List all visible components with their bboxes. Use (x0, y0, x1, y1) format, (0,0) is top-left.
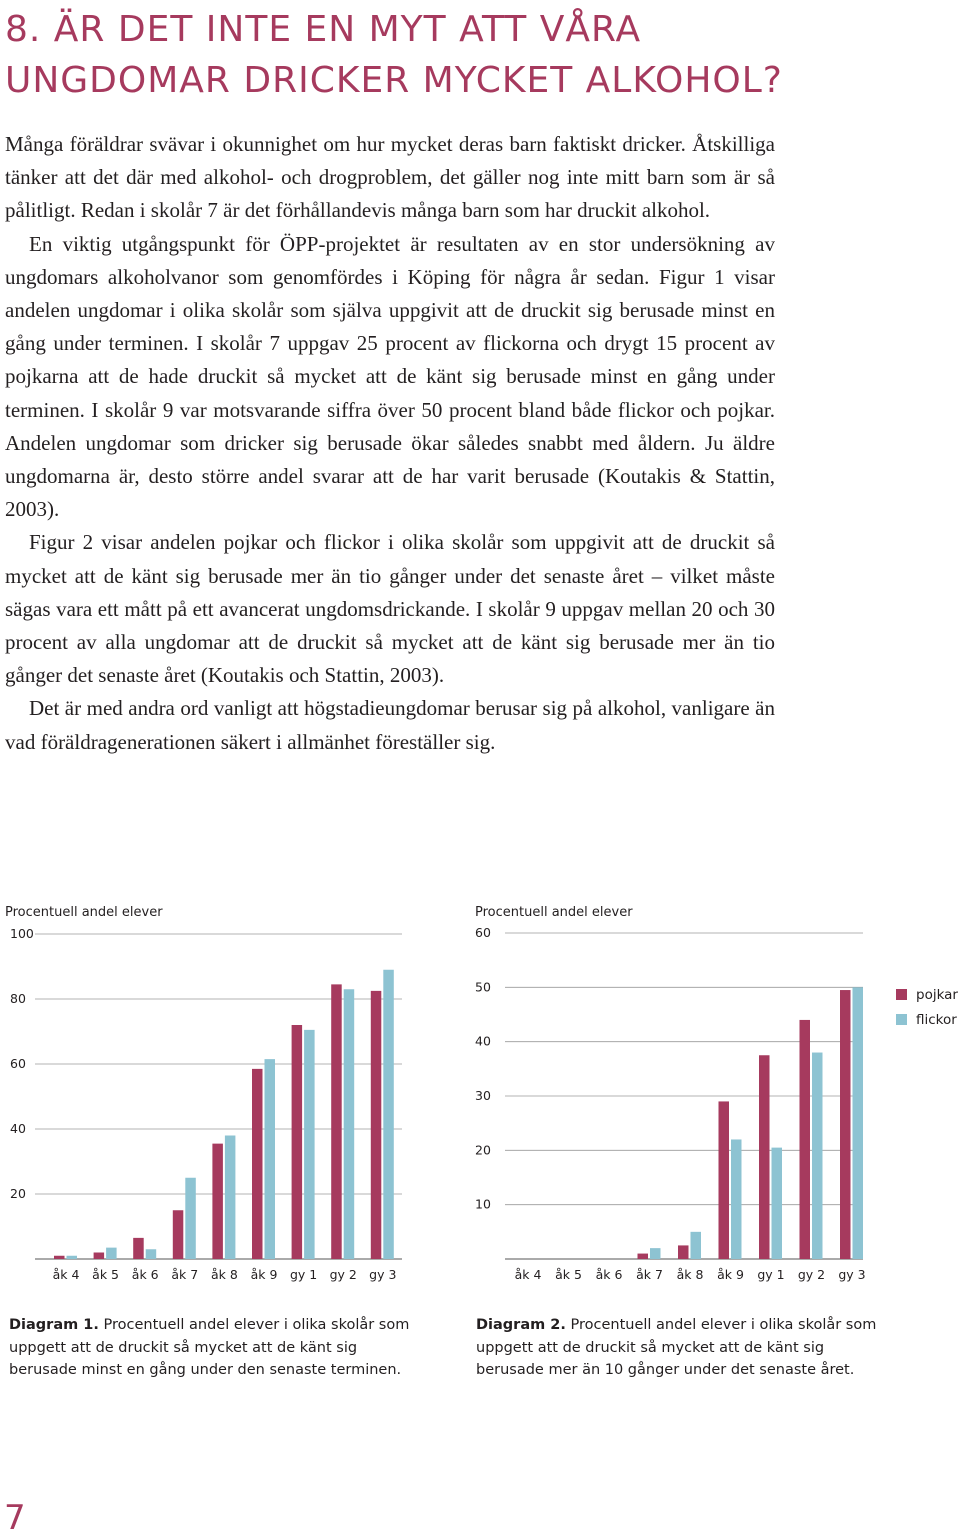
x-tick-label: gy 3 (838, 1267, 866, 1282)
paragraph-1: Många föräldrar svävar i okunnighet om hur mycket deras barn faktiskt dricker. Åtskilliga tänker att det där med alkohol- och drogproblem, det gäller nog inte mitt barn som är så pålitligt. Redan i skolår 7 är det förhållandevis många barn som har druckit alkohol. (5, 132, 775, 223)
y-tick-label: 30 (475, 1088, 491, 1103)
bar-flickor (853, 987, 864, 1259)
legend-swatch-pojkar (896, 989, 907, 1000)
x-tick-label: åk 8 (210, 1267, 238, 1282)
caption-2-label: Diagram 2. (476, 1317, 566, 1333)
bar-pojkar (133, 1238, 144, 1259)
bar-flickor (265, 1059, 276, 1259)
bar-flickor (344, 989, 355, 1259)
bar-flickor (67, 1256, 78, 1259)
bar-flickor (225, 1136, 236, 1260)
x-tick-label: åk 6 (595, 1267, 623, 1282)
bar-pojkar (173, 1210, 184, 1259)
bar-pojkar (54, 1256, 65, 1259)
y-tick-label: 40 (10, 1121, 26, 1136)
bar-pojkar (678, 1245, 689, 1259)
chart-2 (470, 920, 870, 1290)
caption-diagram-2 (476, 1314, 886, 1382)
legend-label-flickor: flickor (916, 1011, 957, 1028)
caption-1-text: Procentuell andel elever i olika skolår som uppgett att de druckit så mycket att de känt sig berusade minst en gång under den senaste terminen. (9, 1317, 410, 1378)
x-tick-label: gy 1 (289, 1267, 318, 1282)
bar-pojkar (212, 1144, 223, 1259)
page-number: 7 (4, 1498, 26, 1538)
bar-flickor (383, 970, 394, 1259)
bar-pojkar (759, 1055, 770, 1259)
chart-1-title: Procentuell andel elever (5, 905, 163, 920)
bar-pojkar (94, 1253, 105, 1260)
bar-flickor (691, 1232, 702, 1259)
x-tick-label: åk 5 (555, 1267, 582, 1282)
bar-pojkar (638, 1254, 649, 1259)
bar-flickor (731, 1139, 742, 1259)
legend-item-flickor (896, 1007, 958, 1032)
bar-pojkar (840, 990, 851, 1259)
y-tick-label: 60 (10, 1056, 26, 1071)
legend-label-pojkar: pojkar (916, 986, 958, 1003)
bar-pojkar (371, 991, 382, 1259)
y-tick-label: 50 (475, 979, 491, 995)
chapter-heading (5, 4, 783, 106)
bar-flickor (106, 1248, 117, 1259)
x-tick-label: åk 8 (676, 1267, 704, 1282)
bar-pojkar (252, 1069, 263, 1259)
chart-legend (896, 982, 958, 1032)
x-tick-label: gy 2 (329, 1267, 357, 1282)
bar-flickor (772, 1148, 783, 1259)
paragraph-2: En viktig utgångspunkt för ÖPP-projektet är resultaten av en stor undersökning av ungdomars alkoholvanor som genomfördes i Köping för några år sedan. Figur 1 visar andelen ungdomar i olika skolår som själva uppgivit att de druckit sig berusade minst en gång under terminen. I skolår 7 uppgav 25 procent av flickorna och drygt 15 procent av pojkarna att de hade druckit så mycket att de känt sig berusade minst en gång under terminen. I skolår 9 var motsvarande siffra över 50 procent bland både flickor och pojkar. Andelen ungdomar som dricker sig berusade ökar således snabbt med åldern. Ju äldre ungdomarna är, desto större andel svarar att de har varit berusade (Koutakis & Stattin, 2003). (5, 231, 775, 522)
x-tick-label: gy 2 (797, 1267, 826, 1282)
y-tick-label: 40 (475, 1033, 491, 1049)
chart-1 (0, 920, 420, 1290)
x-tick-label: åk 4 (52, 1267, 80, 1282)
chapter-heading-line-1: 8. ÄR DET INTE EN MYT ATT VÅRA (5, 9, 642, 50)
x-tick-label: åk 6 (131, 1267, 159, 1282)
x-tick-label: åk 4 (514, 1267, 542, 1282)
chart-2-title: Procentuell andel elever (475, 905, 633, 920)
x-tick-label: åk 7 (171, 1267, 199, 1282)
legend-swatch-flickor (896, 1014, 907, 1025)
paragraph-3: Figur 2 visar andelen pojkar och flickor i olika skolår som uppgivit att de druckit så mycket att de känt sig berusade mer än tio gånger under det senaste året – vilket måste sägas vara ett mått på ett avancerat ungdomsdrickande. I skolår 9 uppgav mellan 20 och 30 procent av alla ungdomar att de druckit så mycket att de känt sig berusade mer än tio gånger det senaste året (Koutakis och Stattin, 2003). (5, 530, 775, 688)
x-tick-label: åk 9 (250, 1267, 278, 1282)
caption-2-text: Procentuell andel elever i olika skolår som uppgett att de druckit så mycket att de känt sig berusade mer än 10 gånger under det senaste året. (476, 1317, 877, 1378)
y-tick-label: 60 (475, 925, 491, 940)
bar-flickor (146, 1249, 157, 1259)
chapter-heading-line-2: UNGDOMAR DRICKER MYCKET ALKOHOL? (5, 60, 783, 101)
bar-pojkar (331, 984, 342, 1259)
y-tick-label: 80 (10, 991, 26, 1006)
y-tick-label: 10 (475, 1196, 491, 1212)
x-tick-label: gy 3 (369, 1267, 397, 1282)
paragraph-4: Det är med andra ord vanligt att högstadieungdomar berusar sig på alkohol, vanligare än vad föräldragenerationen säkert i allmänhet föreställer sig. (5, 696, 775, 754)
bar-pojkar (800, 1020, 811, 1259)
bar-pojkar (719, 1101, 730, 1259)
body-text (5, 128, 775, 759)
bar-flickor (812, 1053, 823, 1259)
x-tick-label: gy 1 (757, 1267, 785, 1282)
y-tick-label: 20 (10, 1186, 26, 1201)
y-tick-label: 20 (475, 1142, 491, 1158)
bar-flickor (304, 1030, 315, 1259)
x-tick-label: åk 7 (636, 1267, 663, 1282)
legend-item-pojkar (896, 982, 958, 1007)
bar-pojkar (292, 1025, 303, 1259)
x-tick-label: åk 5 (92, 1267, 120, 1282)
bar-flickor (185, 1178, 196, 1259)
caption-diagram-1 (9, 1314, 419, 1382)
caption-1-label: Diagram 1. (9, 1317, 99, 1333)
x-tick-label: åk 9 (717, 1267, 744, 1282)
y-tick-label: 100 (10, 926, 34, 941)
bar-flickor (650, 1248, 661, 1259)
